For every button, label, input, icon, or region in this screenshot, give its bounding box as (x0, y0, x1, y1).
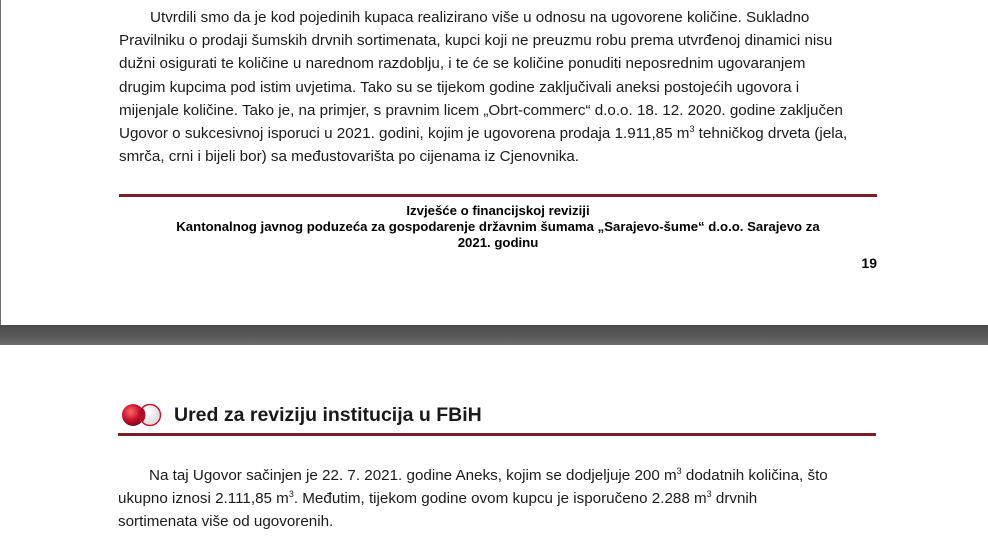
text-span: drvnih (711, 490, 758, 508)
paragraph-line: dužni osigurati te količine u narednom razdoblju, i te će se količine ponuditi neposrednim ugovaranjem (119, 55, 806, 73)
superscript: 3 (288, 489, 294, 500)
superscript: 3 (676, 465, 682, 476)
superscript: 3 (689, 123, 695, 134)
page-header (120, 400, 876, 430)
page-number: 19 (861, 255, 877, 271)
paragraph-line: smrča, crni i bijeli bor) sa međustovarišta po cijenama iz Cjenovnika. (119, 148, 580, 166)
paragraph-line: mijenjale količine. Tako je, na primjer, s pravnim licem „Obrt-commerc“ d.o.o. 18. 12. 2020. godine zaključen (119, 101, 843, 119)
footer-subtitle: Kantonalnog javnog poduzeća za gospodarenje državnim šumama „Sarajevo-šume“ d.o.o. Sarajevo za (176, 219, 820, 234)
header-rule (118, 433, 876, 436)
text-span: ukupno iznosi 2.111,85 m (118, 490, 289, 508)
paragraph-line: drugim kupcima pod istim uvjetima. Tako su se tijekom godine zaključivali aneksi postojećih ugovora i (119, 78, 800, 96)
paragraph-line: sortimenata više od ugovorenih. (118, 513, 334, 531)
text-span: Ugovor o sukcesivnoj isporuci u 2021. godini, kojim je ugovorena prodaja 1.911,85 m (119, 125, 690, 143)
superscript: 3 (706, 489, 712, 500)
text-span: . Međutim, tijekom godine ovom kupcu je isporučeno 2.288 m (293, 490, 707, 508)
text-span: tehničkog drveta (jela, (694, 125, 848, 143)
paragraph-line: Utvrdili smo da je kod pojedinih kupaca realizirano više u odnosu na ugovorene količine. Sukladno (150, 9, 810, 26)
page-separator (0, 325, 988, 345)
page-footer (119, 203, 877, 251)
paragraph-line (118, 487, 876, 510)
footer-subtitle-cont: 2021. godinu (457, 235, 539, 250)
text-span: dodatnih količina, što (681, 467, 828, 484)
body-paragraph (118, 464, 876, 534)
institution-logo-icon (120, 402, 166, 428)
footer-title: Izvješće o financijskoj reviziji (406, 203, 590, 218)
paragraph-line (118, 464, 876, 487)
footer-rule (119, 194, 877, 197)
text-span: Na taj Ugovor sačinjen je 22. 7. 2021. godine Aneks, kojim se dodjeljuje 200 m (149, 467, 677, 484)
paragraph-line (119, 122, 877, 145)
header-title: Ured za reviziju institucija u FBiH (174, 404, 482, 426)
body-paragraph (119, 6, 877, 168)
paragraph-line: Pravilniku o prodaji šumskih drvnih sortimenata, kupci koji ne preuzmu robu prema utvrđenoj dinamici nisu (119, 32, 833, 50)
